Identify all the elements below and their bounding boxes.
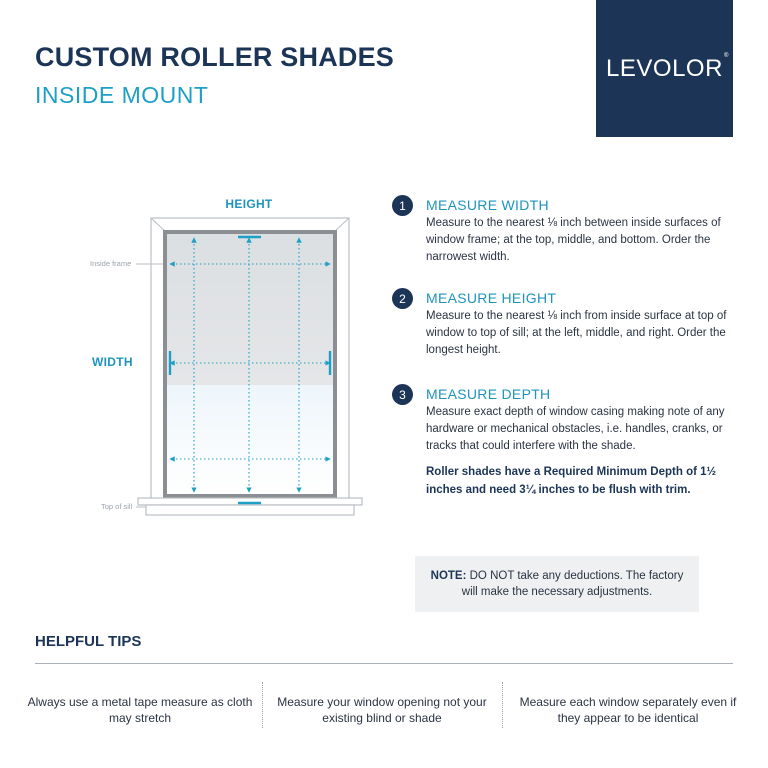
step-title: MEASURE WIDTH: [426, 197, 549, 213]
step-number-badge: 3: [392, 384, 413, 405]
tip-item: Measure your window opening not your existing blind or shade: [277, 695, 487, 725]
tip-item: Measure each window separately even if they appear to be identical: [519, 695, 737, 725]
top-of-sill-label: Top of sill: [101, 502, 133, 511]
tip-item: Always use a metal tape measure as cloth may stretch: [27, 695, 253, 725]
logo-text: LEVOLOR ®: [606, 52, 729, 82]
page-subtitle: INSIDE MOUNT: [35, 82, 209, 108]
tip-separator: [502, 682, 503, 728]
window-glass: [167, 234, 333, 494]
height-label: HEIGHT: [225, 197, 273, 211]
note-text: NOTE: DO NOT take any deductions. The factory will make the necessary adjustments.: [430, 570, 684, 598]
step-body: Measure to the nearest ⅛ inch from inside surface at top of window to top of sill; at the left, middle, and right. Order the longest height.: [426, 310, 727, 356]
step-body: Measure exact depth of window casing making note of any hardware or mechanical obstacles, i.e. handles, cranks, or tracks that could interfere with the shade.: [426, 406, 725, 452]
step-title: MEASURE HEIGHT: [426, 290, 557, 306]
page-title: CUSTOM ROLLER SHADES: [35, 42, 395, 72]
step-title: MEASURE DEPTH: [426, 386, 551, 402]
note-box: [415, 556, 699, 612]
helpful-tips-title: HELPFUL TIPS: [35, 633, 142, 650]
width-label: WIDTH: [92, 355, 133, 369]
step-number-badge: 1: [392, 195, 413, 216]
step-number-badge: 2: [392, 288, 413, 309]
tip-separator: [262, 682, 263, 728]
inside-frame-label: Inside frame: [90, 259, 132, 268]
registered-mark: ®: [724, 52, 729, 59]
note-label: NOTE:: [430, 570, 467, 582]
tips-divider: [35, 663, 733, 664]
step-body: Measure to the nearest ⅛ inch between inside surfaces of window frame; at the top, middle, and bottom. Order the narrowest width.: [426, 217, 721, 263]
depth-requirement: Roller shades have a Required Minimum Depth of 1½ inches and need 3¼ inches to be flush with trim.: [426, 466, 717, 496]
